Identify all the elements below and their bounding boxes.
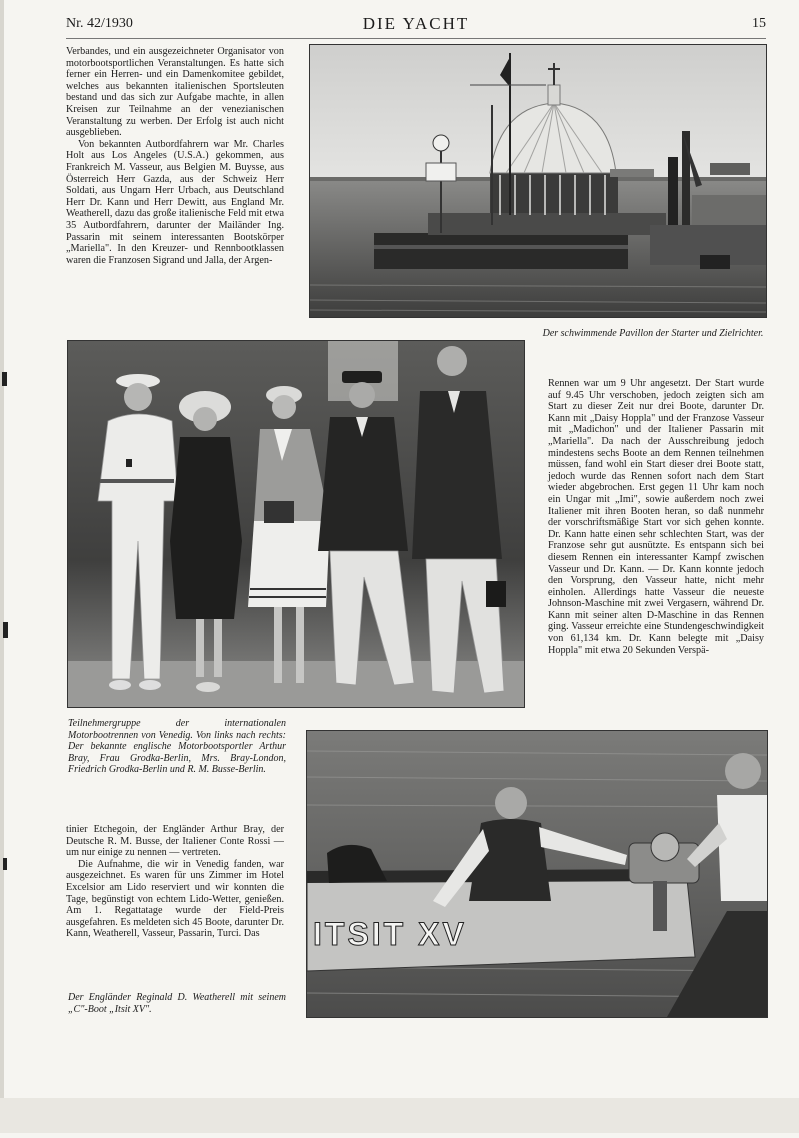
- boat-photo: [306, 730, 768, 1018]
- article-text-left-bottom: [66, 824, 284, 940]
- boat-hull-lettering: ITSIT XV: [313, 916, 467, 952]
- participants-group-photo: [67, 340, 525, 708]
- pavilion-caption: Der schwimmende Pavillon der Starter und Zielrichter.: [542, 328, 764, 339]
- paragraph: Verbandes, und ein ausgezeichneter Organisator von motorbootsportlichen Veranstaltungen. Es hatte sich ferner ein Herren- und ein Damenkomitee gebildet, welches aus bekannten italienischen Sportsleuten bestand und das sich zur Aufgabe machte, in allen Kreisen zur Teilnahme an der venezianischen Veranstaltung zu werben. Der Erfolg ist auch nicht ausgeblieben.: [66, 46, 284, 139]
- magazine-title: DIE YACHT: [362, 14, 470, 33]
- issue-number: Nr. 42/1930: [66, 16, 133, 31]
- paragraph: Rennen war um 9 Uhr angesetzt. Der Start wurde auf 9.45 Uhr verschoben, jedoch zeigten sich am Start zu dieser Zeit nur drei Boote, darunter Dr. Kann mit „Daisy Hoppla" und der Franzose Vasseur mit „Madichon" und der Italiener Passarin mit „Mariella". Da nach der Ausschreibung jedoch mindestens sechs Boote an dem Rennen teilnehmen müssen, fand wohl ein Start dieser drei Boote statt, jedoch wurde das Rennen sofort nach dem Start wieder abgebrochen. Erst gegen 11 Uhr kam noch ein Ungar mit „Imi", sowie außerdem noch zwei Italiener mit ihren Booten heran, so daß nunmehr der vorschriftsmäßige Start vor sich gehen konnte. Dr. Kann hatte einen sehr schlechten Start, was der Franzose sehr gut ausnützte. Es entspann sich bei diesem Rennen ein interessanter Kampf zwischen Vasseur und Dr. Kann. — Dr. Kann konnte jedoch den Vorsprung, den Vasseur hatte, nicht mehr einholen. Allerdings hatte Vasseur die neueste Johnson-Maschine mit zwei Vergasern, während Dr. Kann mit seiner alten D-Maschine in das Rennen ging. Vasseur erreichte eine Stundengeschwindigkeit von 61,134 km. Dr. Kann belegte mit „Daisy Hoppla" mit etwa 20 Sekunden Verspä-: [548, 378, 764, 656]
- boat-caption: Der Engländer Reginald D. Weatherell mit seinem „C"-Boot „Itsit XV".: [68, 992, 286, 1015]
- page-header: [66, 12, 766, 38]
- article-text-right: [548, 378, 764, 656]
- binding-edge: [0, 0, 12, 1133]
- paragraph: Von bekannten Autbordfahrern war Mr. Charles Holt aus Los Angeles (U.S.A.) gekommen, aus Frankreich M. Vasseur, aus Belgien M. Buysse, aus Österreich Herr Gazda, aus der Schweiz Herr Soldati, aus Ungarn Herr Urbach, aus Deutschland Herr Dr. Kann und Herr Dewitt, aus England Mr. Weatherell, dazu das große italienische Feld mit etwa 35 Autbordfahrern, darunter der Mailänder Ing. Passarin mit seinem interessanten Bootskörper „Mariella". In den Kreuzer- und Rennbootklassen waren die Franzosen Sigrand und Jalla, der Argen-: [66, 138, 284, 266]
- paragraph: Die Aufnahme, die wir in Venedig fanden, war ausgezeichnet. Es waren für uns Zimmer im Hotel Excelsior am Lido reserviert und wir konnten die Tage, begünstigt von echtem Lido-Wetter, genießen. Am 1. Regattatage wurde der Field-Preis ausgefahren. Es meldeten sich 45 Boote, darunter Dr. Kann, Weatherell, Vasseur, Passarin, Turci. Das: [66, 858, 284, 940]
- page-bottom-margin: [0, 1098, 799, 1133]
- group-caption: Teilnehmergruppe der internationalen Motorbootrennen von Venedig. Von links nach rechts: Der bekannte englische Motorbootsportler Arthur Bray, Frau Grodka-Berlin, Mrs. Bray-London, Friedrich Grodka-Berlin und R. M. Busse-Berlin.: [68, 718, 286, 775]
- header-rule: [66, 38, 766, 39]
- article-text-left-top: [66, 46, 284, 266]
- page-number: 15: [752, 16, 766, 31]
- pavilion-photo: [309, 44, 767, 318]
- paragraph: tinier Etchegoin, der Engländer Arthur Bray, der Deutsche R. M. Busse, der Italiener Conte Rossi — um nur einige zu nennen — vertreten.: [66, 824, 284, 859]
